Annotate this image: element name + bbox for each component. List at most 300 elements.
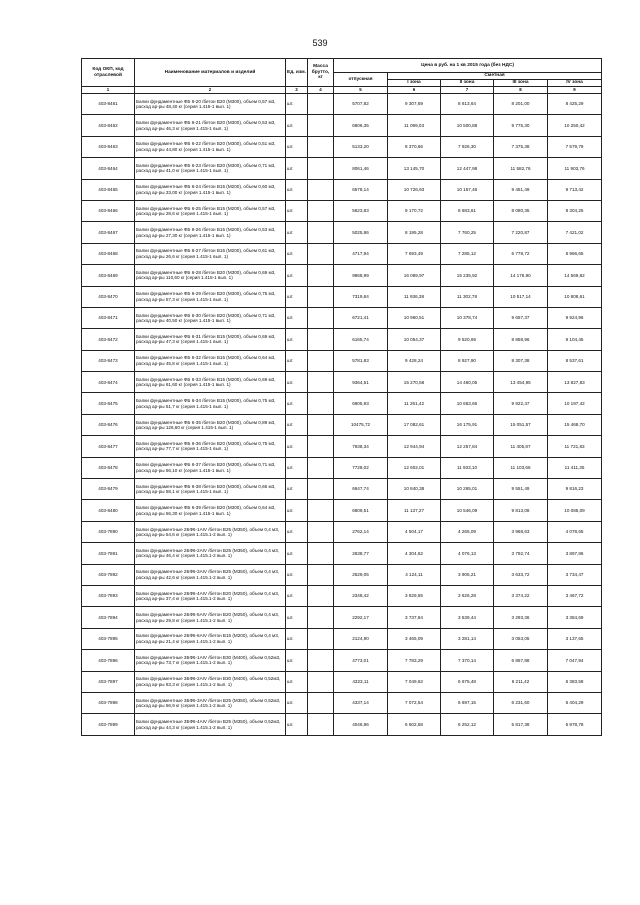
page-number: 539	[312, 38, 328, 48]
row-zone-4-price: 6 966,65	[548, 243, 602, 264]
row-zone-2-price: 10 157,46	[441, 179, 494, 200]
row-zone-4-price: 4 078,65	[548, 521, 602, 542]
row-zone-3-price: 13 454,95	[494, 372, 548, 393]
row-mass	[308, 500, 334, 521]
row-mass	[308, 136, 334, 157]
row-zone-1-price: 9 170,72	[388, 200, 441, 221]
row-zone-3-price: 7 220,87	[494, 222, 548, 243]
column-number: 3	[286, 87, 308, 94]
row-zone-1-price: 3 737,84	[388, 607, 441, 628]
table-row	[82, 179, 602, 200]
row-zone-1-price: 10 726,93	[388, 179, 441, 200]
row-code: 403-8471	[82, 307, 135, 328]
row-zone-3-price: 6 857,88	[494, 650, 548, 671]
table-row	[82, 607, 602, 628]
row-unit: шт.	[286, 265, 308, 286]
row-unit: шт.	[286, 200, 308, 221]
row-name: Балки фундаментные ФБ 6-35 /бетон В20 (М300), объем 0,89 м3, расход ар-ры 126,60 кг (серия 1.415-1 вып. 1)	[135, 414, 286, 435]
row-name: Балки фундаментные ФБ 6-38 /бетон В20 (М300), объем 0,66 м3, расход ар-ры 58,1 кг (серия 1.415-1 вып. 1)	[135, 479, 286, 500]
header-estimate: Сметная	[388, 73, 602, 80]
header-name: Наименование материалов и изделий	[135, 59, 286, 87]
row-zone-3-price: 14 176,90	[494, 265, 548, 286]
row-release-price: 7728,02	[334, 457, 388, 478]
header-zone-4: IV зона	[548, 80, 602, 87]
row-code: 403-8468	[82, 243, 135, 264]
row-zone-4-price: 14 569,82	[548, 265, 602, 286]
table-row	[82, 628, 602, 649]
row-zone-1-price: 7 693,49	[388, 243, 441, 264]
row-unit: шт.	[286, 543, 308, 564]
row-release-price: 7938,34	[334, 436, 388, 457]
row-mass	[308, 372, 334, 393]
row-mass	[308, 158, 334, 179]
row-zone-1-price: 9 307,69	[388, 94, 441, 115]
row-mass	[308, 265, 334, 286]
row-zone-2-price: 6 252,12	[441, 714, 494, 735]
row-mass	[308, 479, 334, 500]
row-release-price: 2292,17	[334, 607, 388, 628]
row-name: Балки фундаментные ФБ 6-31 /бетон В15 (М200), объем 0,69 м3, расход ар-ры 47,3 кг (серия 1.415-1 вып. 1)	[135, 329, 286, 350]
row-unit: шт.	[286, 243, 308, 264]
row-zone-3-price: 11 405,87	[494, 436, 548, 457]
row-zone-1-price: 16 089,97	[388, 265, 441, 286]
row-code: 403-8464	[82, 158, 135, 179]
row-release-price: 8061,46	[334, 158, 388, 179]
row-name: Балки фундаментные ФБ 6-24 /бетон В15 (М200), объем 0,60 м3, расход ар-ры 33,00 кг (серия 1.415-1 вып. 1)	[135, 179, 286, 200]
column-number: 4	[308, 87, 334, 94]
row-mass	[308, 457, 334, 478]
row-unit: шт.	[286, 585, 308, 606]
row-mass	[308, 200, 334, 221]
row-zone-4-price: 11 411,35	[548, 457, 602, 478]
row-zone-1-price: 8 370,66	[388, 136, 441, 157]
row-release-price: 6721,41	[334, 307, 388, 328]
row-zone-3-price: 6 211,42	[494, 671, 548, 692]
table-row	[82, 158, 602, 179]
row-zone-1-price: 10 054,37	[388, 329, 441, 350]
row-release-price: 9868,99	[334, 265, 388, 286]
row-unit: шт.	[286, 500, 308, 521]
row-code: 403-7899	[82, 714, 135, 735]
row-zone-3-price: 5 817,38	[494, 714, 548, 735]
row-release-price: 5623,83	[334, 200, 388, 221]
row-code: 403-8462	[82, 115, 135, 136]
row-release-price: 9364,51	[334, 372, 388, 393]
row-release-price: 4337,14	[334, 692, 388, 713]
row-code: 403-7892	[82, 564, 135, 585]
price-table	[81, 58, 602, 736]
table-row	[82, 372, 602, 393]
header-mass: Масса брутто, кг	[308, 59, 334, 87]
table-row	[82, 671, 602, 692]
row-unit: шт.	[286, 436, 308, 457]
table-row	[82, 543, 602, 564]
row-zone-4-price: 7 421,02	[548, 222, 602, 243]
row-name: Балки фундаментные 3БФ6-2АIV /бетон В30 (М400), объем 0,52м3, расход ар-ры 63,3 кг (серия 1.415.1-2 вып. 1)	[135, 671, 286, 692]
row-mass	[308, 628, 334, 649]
row-name: Балки фундаментные 2БФ6-4АIV /бетон В20 (М250), объем 0,4 м3, расход ар-ры 37,4 кг (серия 1.415.1-2 вып. 1)	[135, 585, 286, 606]
row-release-price: 2638,77	[334, 543, 388, 564]
row-unit: шт.	[286, 372, 308, 393]
row-zone-1-price: 8 195,28	[388, 222, 441, 243]
table-row	[82, 94, 602, 115]
row-name: Балки фундаментные ФБ 6-23 /бетон В20 (М300), объем 0,71 м3, расход ар-ры 41,0 кг (серия 1.415-1 вып. 1)	[135, 158, 286, 179]
row-release-price: 5133,20	[334, 136, 388, 157]
row-release-price: 6806,35	[334, 115, 388, 136]
row-unit: шт.	[286, 671, 308, 692]
row-zone-1-price: 7 049,62	[388, 671, 441, 692]
row-mass	[308, 543, 334, 564]
row-zone-4-price: 9 713,42	[548, 179, 602, 200]
row-code: 403-7897	[82, 671, 135, 692]
row-zone-4-price: 3 467,72	[548, 585, 602, 606]
row-zone-3-price: 8 080,35	[494, 200, 548, 221]
header-prices: Цена в руб. на 1 кв 2015 года (без НДС)	[334, 59, 602, 73]
row-zone-1-price: 11 261,42	[388, 393, 441, 414]
row-zone-1-price: 10 960,51	[388, 307, 441, 328]
column-number: 2	[135, 87, 286, 94]
row-unit: шт.	[286, 628, 308, 649]
row-code: 403-8478	[82, 457, 135, 478]
row-zone-2-price: 12 447,98	[441, 158, 494, 179]
table-row	[82, 200, 602, 221]
row-zone-2-price: 10 500,88	[441, 115, 494, 136]
column-number: 6	[388, 87, 441, 94]
row-zone-4-price: 8 425,29	[548, 94, 602, 115]
row-name: Балки фундаментные ФБ 6-26 /бетон В15 (М200), объем 0,53 м3, расход ар-ры 27,30 кг (серия 1.415-1 вып. 1)	[135, 222, 286, 243]
row-zone-2-price: 3 626,28	[441, 585, 494, 606]
row-zone-2-price: 8 927,90	[441, 350, 494, 371]
row-code: 403-7891	[82, 543, 135, 564]
header-release: отпускная	[334, 73, 388, 87]
row-zone-3-price: 8 858,96	[494, 329, 548, 350]
row-zone-3-price: 3 968,63	[494, 521, 548, 542]
table-row	[82, 350, 602, 371]
row-release-price: 6809,51	[334, 500, 388, 521]
row-zone-4-price: 6 404,29	[548, 692, 602, 713]
row-zone-2-price: 8 613,64	[441, 94, 494, 115]
row-mass	[308, 329, 334, 350]
row-mass	[308, 307, 334, 328]
row-name: Балки фундаментные 3БФ6-4АIV /бетон В25 (М350), объем 0,52м3, расход ар-ры 44,3 кг (серия 1.415.1-2 вып. 1)	[135, 714, 286, 735]
row-unit: шт.	[286, 115, 308, 136]
table-row	[82, 307, 602, 328]
header-zone-2: II зона	[441, 80, 494, 87]
row-unit: шт.	[286, 479, 308, 500]
row-zone-1-price: 6 602,58	[388, 714, 441, 735]
row-name: Балки фундаментные ФБ 6-36 /бетон В20 (М300), объем 0,75 м3, расход ар-ры 77,7 кг (серия 1.415-1 вып. 1)	[135, 436, 286, 457]
table-row	[82, 115, 602, 136]
row-release-price: 6165,74	[334, 329, 388, 350]
table-row	[82, 564, 602, 585]
row-zone-4-price: 3 137,65	[548, 628, 602, 649]
row-name: Балки фундаментные 3БФ6-1АIV /бетон В30 (М400), объем 0,52м3, расход ар-ры 73,7 кг (серия 1.415.1-2 вып. 1)	[135, 650, 286, 671]
row-zone-3-price: 9 451,49	[494, 179, 548, 200]
row-zone-4-price: 3 897,86	[548, 543, 602, 564]
row-code: 403-8477	[82, 436, 135, 457]
row-name: Балки фундаментные ФБ 6-28 /бетон В20 (М300), объем 0,69 м3, расход ар-ры 110,60 кг (серия 1.415-1 вып. 1)	[135, 265, 286, 286]
row-zone-1-price: 4 124,11	[388, 564, 441, 585]
row-zone-2-price: 3 905,21	[441, 564, 494, 585]
row-release-price: 4773,01	[334, 650, 388, 671]
row-name: Балки фундаментные 2БФ6-2АIV /бетон В25 (М350), объем 0,4 м3, расход ар-ры 46,4 кг (серия 1.415.1-2 вып. 1)	[135, 543, 286, 564]
row-name: Балки фундаментные ФБ 6-21 /бетон В20 (М300), объем 0,53 м3, расход ар-ры 46,3 кг (серия 1.415-1 вып. 1)	[135, 115, 286, 136]
row-zone-4-price: 11 903,76	[548, 158, 602, 179]
row-unit: шт.	[286, 158, 308, 179]
row-unit: шт.	[286, 457, 308, 478]
row-mass	[308, 607, 334, 628]
row-zone-3-price: 8 201,00	[494, 94, 548, 115]
row-code: 403-7893	[82, 585, 135, 606]
row-zone-2-price: 11 302,78	[441, 286, 494, 307]
row-zone-1-price: 17 082,61	[388, 414, 441, 435]
row-zone-2-price: 15 235,92	[441, 265, 494, 286]
row-code: 403-8475	[82, 393, 135, 414]
row-unit: шт.	[286, 521, 308, 542]
row-code: 403-8463	[82, 136, 135, 157]
row-zone-2-price: 10 378,74	[441, 307, 494, 328]
row-mass	[308, 286, 334, 307]
row-zone-4-price: 10 250,42	[548, 115, 602, 136]
row-unit: шт.	[286, 650, 308, 671]
table-row	[82, 286, 602, 307]
row-zone-1-price: 10 840,38	[388, 479, 441, 500]
header-zone-1: I зона	[388, 80, 441, 87]
row-zone-2-price: 10 265,01	[441, 479, 494, 500]
row-code: 403-8480	[82, 500, 135, 521]
column-number: 1	[82, 87, 135, 94]
row-mass	[308, 714, 334, 735]
row-unit: шт.	[286, 286, 308, 307]
row-zone-4-price: 8 537,61	[548, 350, 602, 371]
row-unit: шт.	[286, 222, 308, 243]
row-name: Балки фундаментные 2БФ6-5АIV /бетон В20 (М250), объем 0,4 м3, расход ар-ры 29,8 кг (серия 1.415.1-2 вып. 1)	[135, 607, 286, 628]
row-zone-3-price: 8 307,38	[494, 350, 548, 371]
row-zone-1-price: 3 465,09	[388, 628, 441, 649]
table-header	[82, 59, 602, 94]
row-name: Балки фундаментные ФБ 6-33 /бетон В15 (М200), объем 0,69 м3, расход ар-ры 61,60 кг (серия 1.415-1 вып. 1)	[135, 372, 286, 393]
row-unit: шт.	[286, 307, 308, 328]
row-unit: шт.	[286, 136, 308, 157]
table-row	[82, 714, 602, 735]
table-row	[82, 329, 602, 350]
row-zone-2-price: 16 175,91	[441, 414, 494, 435]
table-row	[82, 457, 602, 478]
row-release-price: 4323,11	[334, 671, 388, 692]
row-zone-2-price: 10 546,09	[441, 500, 494, 521]
row-code: 403-8467	[82, 222, 135, 243]
row-zone-4-price: 3 384,69	[548, 607, 602, 628]
row-zone-2-price: 14 460,05	[441, 372, 494, 393]
row-zone-1-price: 4 504,17	[388, 521, 441, 542]
row-zone-2-price: 6 697,15	[441, 692, 494, 713]
row-release-price: 5025,86	[334, 222, 388, 243]
table-row	[82, 243, 602, 264]
row-zone-4-price: 11 721,83	[548, 436, 602, 457]
row-mass	[308, 94, 334, 115]
row-mass	[308, 585, 334, 606]
row-zone-4-price: 15 468,70	[548, 414, 602, 435]
row-code: 403-7890	[82, 521, 135, 542]
row-zone-4-price: 5 978,78	[548, 714, 602, 735]
row-zone-3-price: 10 517,14	[494, 286, 548, 307]
row-name: Балки фундаментные 2БФ6-3АIV /бетон В25 (М350), объем 0,4 м3, расход ар-ры 42,6 кг (серия 1.415.1-2 вып. 1)	[135, 564, 286, 585]
row-code: 403-7896	[82, 650, 135, 671]
row-release-price: 6578,14	[334, 179, 388, 200]
row-mass	[308, 436, 334, 457]
row-unit: шт.	[286, 692, 308, 713]
row-unit: шт.	[286, 393, 308, 414]
row-code: 403-8461	[82, 94, 135, 115]
row-zone-3-price: 3 633,72	[494, 564, 548, 585]
row-code: 403-8465	[82, 179, 135, 200]
row-zone-2-price: 3 539,44	[441, 607, 494, 628]
row-release-price: 4717,94	[334, 243, 388, 264]
row-unit: шт.	[286, 179, 308, 200]
row-code: 403-8466	[82, 200, 135, 221]
row-name: Балки фундаментные ФБ 6-39 /бетон В20 (М300), объем 0,64 м3, расход ар-ры 56,30 кг (серия 1.415-1 вып. 1)	[135, 500, 286, 521]
row-release-price: 2529,05	[334, 564, 388, 585]
row-zone-1-price: 11 099,03	[388, 115, 441, 136]
row-mass	[308, 692, 334, 713]
row-zone-3-price: 6 778,72	[494, 243, 548, 264]
row-code: 403-8470	[82, 286, 135, 307]
table-row	[82, 265, 602, 286]
header-unit: Ед. изм.	[286, 59, 308, 87]
table-row	[82, 692, 602, 713]
row-release-price: 5707,82	[334, 94, 388, 115]
column-number: 8	[494, 87, 548, 94]
row-zone-2-price: 7 285,12	[441, 243, 494, 264]
row-mass	[308, 414, 334, 435]
row-zone-3-price: 6 231,60	[494, 692, 548, 713]
row-zone-4-price: 8 304,25	[548, 200, 602, 221]
row-release-price: 2124,90	[334, 628, 388, 649]
table-row	[82, 585, 602, 606]
row-zone-4-price: 7 047,94	[548, 650, 602, 671]
row-zone-4-price: 10 085,09	[548, 500, 602, 521]
row-mass	[308, 222, 334, 243]
row-release-price: 7319,84	[334, 286, 388, 307]
row-name: Балки фундаментные ФБ 6-32 /бетон В15 (М200), объем 0,64 м3, расход ар-ры 45,8 кг (серия 1.415-1 вып. 1)	[135, 350, 286, 371]
row-zone-2-price: 4 076,13	[441, 543, 494, 564]
row-name: Балки фундаментные ФБ 6-25 /бетон В15 (М200), объем 0,57 м3, расход ар-ры 28,6 кг (серия 1.415-1 вып. 1)	[135, 200, 286, 221]
row-zone-1-price: 9 428,24	[388, 350, 441, 371]
row-zone-2-price: 6 675,48	[441, 671, 494, 692]
row-mass	[308, 650, 334, 671]
row-zone-3-price: 9 551,49	[494, 479, 548, 500]
row-zone-1-price: 3 829,55	[388, 585, 441, 606]
row-release-price: 6647,74	[334, 479, 388, 500]
row-zone-3-price: 9 775,30	[494, 115, 548, 136]
header-code: Код ОКП, код отраслевой	[82, 59, 135, 87]
row-zone-4-price: 10 197,42	[548, 393, 602, 414]
row-unit: шт.	[286, 329, 308, 350]
row-code: 403-8472	[82, 329, 135, 350]
row-code: 403-8474	[82, 372, 135, 393]
row-zone-3-price: 11 582,76	[494, 158, 548, 179]
row-name: Балки фундаментные 3БФ6-3АIV /бетон В25 (М350), объем 0,52м3, расход ар-ры 56,9 кг (серия 1.415.1-2 вып. 1)	[135, 692, 286, 713]
row-zone-3-price: 11 103,66	[494, 457, 548, 478]
row-zone-3-price: 9 922,47	[494, 393, 548, 414]
row-name: Балки фундаментные ФБ 6-27 /бетон В15 (М200), объем 0,61 м3, расход ар-ры 26,6 кг (серия 1.415-1 вып. 1)	[135, 243, 286, 264]
row-zone-4-price: 10 808,61	[548, 286, 602, 307]
row-zone-1-price: 12 602,01	[388, 457, 441, 478]
row-zone-4-price: 3 734,47	[548, 564, 602, 585]
row-zone-3-price: 3 293,36	[494, 607, 548, 628]
row-mass	[308, 115, 334, 136]
column-number: 7	[441, 87, 494, 94]
row-name: Балки фундаментные 2БФ6-6АIV /бетон В15 (М200), объем 0,4 м3, расход ар-ры 21,4 кг (серия 1.415.1-2 вып. 1)	[135, 628, 286, 649]
row-unit: шт.	[286, 350, 308, 371]
column-number: 9	[548, 87, 602, 94]
table-row	[82, 650, 602, 671]
row-zone-1-price: 7 072,54	[388, 692, 441, 713]
row-name: Балки фундаментные ФБ 6-37 /бетон В20 (М300), объем 0,71 м3, расход ар-ры 56,10 кг (серия 1.415-1 вып. 1)	[135, 457, 286, 478]
row-release-price: 2348,42	[334, 585, 388, 606]
table-row	[82, 500, 602, 521]
row-code: 403-7895	[82, 628, 135, 649]
row-release-price: 4046,96	[334, 714, 388, 735]
row-release-price: 5781,83	[334, 350, 388, 371]
row-name: Балки фундаментные ФБ 6-20 /бетон В20 (М300), объем 0,57 м3, расход ар-ры 48,40 кг (серия 1.415-1 вып. 1)	[135, 94, 286, 115]
row-zone-3-price: 3 374,22	[494, 585, 548, 606]
table-body	[82, 94, 602, 736]
row-release-price: 2762,14	[334, 521, 388, 542]
table-row	[82, 136, 602, 157]
row-mass	[308, 179, 334, 200]
row-zone-3-price: 3 053,05	[494, 628, 548, 649]
row-name: Балки фундаментные ФБ 6-22 /бетон В20 (М300), объем 0,51 м3, расход ар-ры 44,80 кг (серия 1.415-1 вып. 1)	[135, 136, 286, 157]
row-zone-2-price: 7 760,25	[441, 222, 494, 243]
row-zone-4-price: 7 579,79	[548, 136, 602, 157]
row-zone-3-price: 9 813,08	[494, 500, 548, 521]
row-code: 403-8476	[82, 414, 135, 435]
row-zone-4-price: 9 924,96	[548, 307, 602, 328]
row-mass	[308, 350, 334, 371]
row-zone-2-price: 9 520,69	[441, 329, 494, 350]
row-zone-3-price: 9 657,37	[494, 307, 548, 328]
row-zone-2-price: 8 683,61	[441, 200, 494, 221]
row-zone-2-price: 11 933,10	[441, 457, 494, 478]
row-mass	[308, 564, 334, 585]
row-zone-4-price: 9 816,23	[548, 479, 602, 500]
row-unit: шт.	[286, 714, 308, 735]
row-name: Балки фундаментные ФБ 6-30 /бетон В20 (М300), объем 0,71 м3, расход ар-ры 40,50 кг (серия 1.415-1 вып. 1)	[135, 307, 286, 328]
row-release-price: 10475,72	[334, 414, 388, 435]
row-zone-2-price: 4 265,09	[441, 521, 494, 542]
row-zone-1-price: 11 936,38	[388, 286, 441, 307]
column-number: 5	[334, 87, 388, 94]
row-zone-2-price: 12 257,84	[441, 436, 494, 457]
row-zone-1-price: 7 783,29	[388, 650, 441, 671]
row-code: 403-8473	[82, 350, 135, 371]
row-mass	[308, 393, 334, 414]
row-mass	[308, 671, 334, 692]
table-row	[82, 414, 602, 435]
row-zone-3-price: 3 792,74	[494, 543, 548, 564]
row-code: 403-7898	[82, 692, 135, 713]
row-name: Балки фундаментные ФБ 6-29 /бетон В20 (М300), объем 0,75 м3, расход ар-ры 57,3 кг (серия 1.415-1 вып. 1)	[135, 286, 286, 307]
header-zone-3: III зона	[494, 80, 548, 87]
table-row	[82, 436, 602, 457]
row-zone-1-price: 12 944,94	[388, 436, 441, 457]
row-zone-3-price: 7 375,38	[494, 136, 548, 157]
row-zone-2-price: 3 281,14	[441, 628, 494, 649]
row-zone-1-price: 15 270,58	[388, 372, 441, 393]
row-name: Балки фундаментные 2БФ6-1АIV /бетон В25 (М350), объем 0,4 м3, расход ар-ры 54,6 кг (серия 1.415.1-2 вып. 1)	[135, 521, 286, 542]
row-code: 403-8479	[82, 479, 135, 500]
